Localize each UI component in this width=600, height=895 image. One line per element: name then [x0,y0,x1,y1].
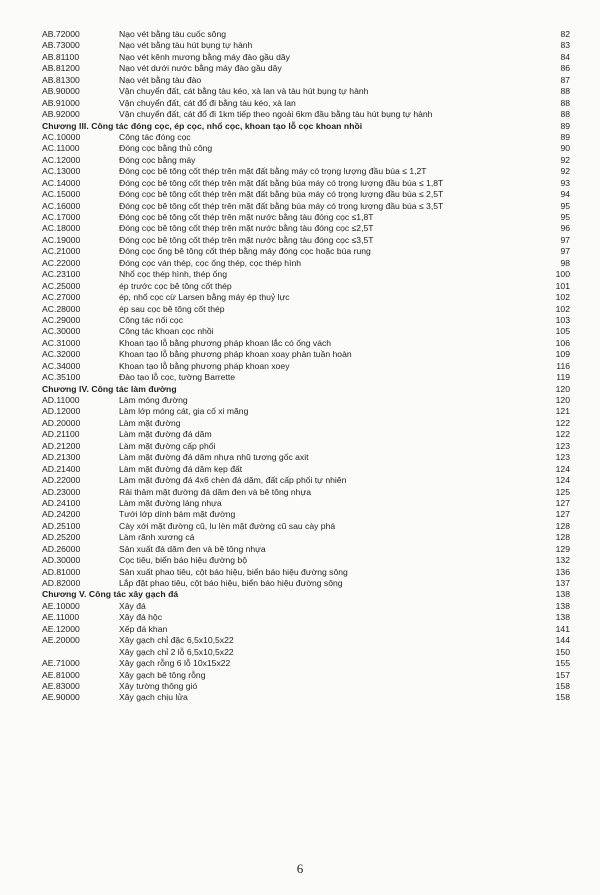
page-ref: 122 [555,417,570,428]
norm-code: AC.11000 [42,143,80,154]
entry-title: Xây gạch rỗng 6 lỗ 10x15x22 [119,658,231,669]
norm-code: AB.81100 [42,51,80,62]
entry-title: Cày xới mặt đường cũ, lu lèn mặt đường cũ sau cày phá [119,520,336,531]
entry-title: Làm mặt đường đá 4x6 chèn đá dăm, đất cấp phối tự nhiên [119,475,347,486]
entry-title: Xây đá hộc [119,612,162,623]
norm-code: AC.14000 [42,177,81,188]
entry-title: Đóng cọc bê tông cốt thép trên mặt nước bằng tàu đóng cọc ≤3,5T [119,234,374,245]
entry-title: Đóng cọc bê tông cốt thép trên mặt đất bằng búa máy có trọng lượng đầu búa ≤ 3,5T [119,200,444,211]
entry-title: Xếp đá khan [119,623,168,634]
entry-title: Rải thảm mặt đường đá dăm đen và bê tông nhựa [119,486,311,497]
norm-code: AC.19000 [42,234,81,245]
entry-title: Làm mặt đường cấp phối [119,440,216,451]
toc-row [42,452,570,463]
entry-title: ép trước cọc bê tông cốt thép [119,280,232,291]
entry-title: Đóng cọc bê tông cốt thép trên mặt đất bằng búa máy có trọng lượng đầu búa ≤ 2,5T [119,189,444,200]
norm-code: AD.11000 [42,395,80,405]
toc-row [42,109,570,120]
norm-code: AE.11000 [42,612,80,623]
page-ref: 136 [555,566,570,577]
norm-code: AD.23000 [42,486,81,497]
entry-title: Khoan tạo lỗ bằng phương pháp khoan xoey [119,360,290,371]
entry-title: Đóng cọc ván thép, cọc ống thép, cọc thép hình [119,257,302,268]
page-ref: 122 [555,429,570,440]
page-ref: 101 [555,280,570,291]
page-ref: 127 [555,497,570,508]
page-ref: 124 [555,463,570,474]
toc-row [42,315,570,326]
page-ref: 88 [560,86,570,97]
entry-title: Công tác đóng cọc [119,131,191,142]
page-ref: 102 [555,292,570,303]
norm-code: AC.30000 [42,326,81,337]
page-ref: 158 [555,680,570,691]
page-ref: 97 [560,246,570,257]
toc-row [42,143,570,154]
toc-row [42,29,570,40]
page-ref: 157 [555,669,570,680]
entry-title: Đào tạo lỗ cọc, tường Barrette [119,372,236,383]
norm-code: AC.27000 [42,292,81,303]
entry-title: Khoan tạo lỗ bằng phương pháp khoan lắc có ống vách [119,337,332,348]
page-ref: 102 [555,303,570,314]
norm-code: AD.21300 [42,452,81,463]
toc-row [42,212,570,223]
entry-title: Nạo vét dưới nước bằng máy đào gầu dây [119,63,282,74]
toc-row [42,86,570,97]
toc-row [42,647,570,658]
toc-row [42,441,570,452]
toc-row [42,246,570,257]
page-ref: 88 [560,109,570,120]
toc-row [42,304,570,315]
toc-row [42,235,570,246]
page-ref: 116 [556,360,570,371]
norm-code: AC.22000 [42,257,81,268]
toc-row [42,487,570,498]
norm-code: AC.17000 [42,212,81,222]
norm-code: AE.10000 [42,600,80,611]
entry-title: Làm mặt đường [119,417,181,428]
norm-code: AC.13000 [42,166,81,177]
page-ref: 121 [555,406,570,417]
entry-title: Làm mặt đường đá dăm kẹp đất [119,463,243,474]
page-ref: 103 [555,314,570,325]
norm-code: AC.15000 [42,189,81,200]
entry-title: Đóng cọc ống bê tông cốt thép bằng máy đóng cọc hoặc búa rung [119,246,371,257]
toc-row [42,189,570,200]
entry-title: Nạo vét bằng tàu hút bụng tự hành [119,40,253,51]
entry-title: Xây gạch bê tông rỗng [119,669,206,680]
page-ref: 109 [555,349,570,360]
page-ref: 158 [555,692,570,703]
toc-row [42,395,570,406]
page-ref: 92 [560,154,570,165]
norm-code: AD.22000 [42,475,81,486]
norm-code: AD.82000 [42,578,81,588]
toc-row [42,201,570,212]
entry-title: Làm mặt đường đá dăm [119,429,212,440]
page-ref: 128 [555,532,570,543]
toc-row [42,63,570,74]
chapter-heading-row [42,384,570,395]
norm-code: AE.12000 [42,623,80,634]
toc-row [42,372,570,383]
norm-code: AD.30000 [42,555,81,566]
norm-code: AC.34000 [42,360,81,371]
entry-title: Công tác khoan cọc nhồi [119,326,214,337]
page-ref: 83 [560,40,570,51]
toc-row [42,292,570,303]
toc-row [42,532,570,543]
entry-title: Nhổ cọc thép hình, thép ống [119,269,227,280]
toc-row [42,498,570,509]
entry-title: Làm rãnh xương cá [119,532,195,543]
entry-title: Làm móng đường [119,395,188,405]
toc-row [42,338,570,349]
entry-title: Xây gạch chỉ 2 lỗ 6,5x10,5x22 [119,646,234,657]
page-ref: 100 [555,269,570,280]
chapter-heading: Chương III. Công tác đóng cọc, ép cọc, nhổ cọc, khoan tạo lỗ cọc khoan nhồi [42,120,363,131]
page-ref: 132 [555,555,570,566]
entry-title: Xây tường thông gió [119,680,198,691]
entry-title: Nạo vét bằng tàu cuốc sông [119,29,227,39]
page-ref: 119 [556,372,570,383]
page-ref: 90 [560,143,570,154]
toc-row [42,178,570,189]
page-ref: 120 [555,383,570,394]
chapter-heading-row [42,589,570,600]
entry-title: Đóng cọc bê tông cốt thép trên mặt đất bằng máy có trọng lượng đầu búa ≤ 1,2T [119,166,427,177]
norm-code: AD.21400 [42,463,81,474]
toc-row [42,132,570,143]
norm-code: AC.16000 [42,200,81,211]
page-ref: 86 [560,63,570,74]
page-number: 6 [296,861,304,876]
toc-row [42,624,570,635]
entry-title: Lắp đặt phao tiêu, cột báo hiệu, biển báo hiệu đường sông [119,578,343,588]
page-ref: 138 [555,612,570,623]
toc-row [42,281,570,292]
page-ref: 105 [555,326,570,337]
entry-title: Vận chuyển đất, cát đổ đi 1km tiếp theo ngoài 6km đầu bằng tàu hút bụng tự hành [119,109,433,120]
norm-code: AD.25100 [42,520,81,531]
page-ref: 137 [555,578,570,588]
page-ref: 141 [555,623,570,634]
entry-title: Sản xuất đá dăm đen và bê tông nhựa [119,543,266,554]
norm-code: AD.21100 [42,429,80,440]
page-ref: 125 [555,486,570,497]
page-ref: 87 [560,74,570,85]
entry-title: ép, nhổ cọc cừ Larsen bằng máy ép thuỷ lực [119,292,290,303]
toc-row [42,361,570,372]
norm-code: AD.81000 [42,566,81,577]
page-ref: 124 [555,475,570,486]
entry-title: Công tác nối cọc [119,314,184,325]
entry-title: Xây đá [119,600,146,611]
page-ref: 155 [555,658,570,669]
toc-row [42,406,570,417]
page-ref: 95 [560,212,570,222]
entry-title: Đóng cọc bằng thủ công [119,143,213,154]
toc-row [42,258,570,269]
entry-title: Làm mặt đường đá dăm nhựa nhũ tương gốc axit [119,452,309,463]
toc-row [42,52,570,63]
norm-code: AC.28000 [42,303,81,314]
page-ref: 82 [560,29,570,39]
entry-title: Đóng cọc bê tông cốt thép trên mặt đất bằng búa máy có trọng lượng đầu búa ≤ 1,8T [119,177,444,188]
toc-row [42,98,570,109]
norm-code: AB.92000 [42,109,80,120]
entry-title: Làm mặt đường láng nhựa [119,497,222,508]
toc-row [42,670,570,681]
toc-row [42,567,570,578]
norm-code: AC.32000 [42,349,81,360]
entry-title: Làm lớp móng cát, gia cố xi măng [119,406,249,417]
toc-row [42,40,570,51]
toc-row [42,692,570,703]
norm-code: AB.91000 [42,97,80,108]
norm-code: AE.83000 [42,680,80,691]
toc-row [42,464,570,475]
toc-row [42,635,570,646]
entry-title: Khoan tạo lỗ bằng phương pháp khoan xoay phản tuần hoàn [119,349,352,360]
toc-row [42,658,570,669]
entry-title: Xây gạch chỉ đặc 6,5x10,5x22 [119,635,234,646]
page-ref: 106 [555,337,570,348]
norm-code: AC.29000 [42,314,81,325]
page-ref: 89 [560,120,570,131]
toc-row [42,429,570,440]
norm-code: AC.18000 [42,223,81,234]
norm-code: AD.25200 [42,532,81,543]
entry-title: Sản xuất phao tiêu, cột báo hiệu, biển báo hiệu đường sông [119,566,348,577]
chapter-heading: Chương V. Công tác xây gạch đá [42,589,179,600]
page-ref: 88 [560,97,570,108]
norm-code: AB.81200 [42,63,80,74]
toc-row [42,269,570,280]
norm-code: AD.21200 [42,440,81,451]
entry-title: Tưới lớp dính bám mặt đường [119,509,236,520]
page-ref: 96 [560,223,570,234]
page-ref: 138 [555,600,570,611]
toc-row [42,555,570,566]
table-of-contents [42,29,570,704]
page-ref: 92 [560,166,570,177]
entry-title: Đóng cọc bê tông cốt thép trên mặt nước bằng tàu đóng cọc ≤2,5T [119,223,374,234]
entry-title: Đóng cọc bê tông cốt thép trên mặt nước bằng tàu đóng cọc ≤1,8T [119,212,374,222]
toc-row [42,681,570,692]
entry-title: Xây gạch chịu lửa [119,692,188,703]
page-ref: 144 [555,635,570,646]
toc-row [42,349,570,360]
norm-code: AC.23100 [42,269,81,280]
toc-row [42,601,570,612]
page-ref: 97 [560,234,570,245]
page-ref: 127 [555,509,570,520]
page-ref: 98 [560,257,570,268]
norm-code: AC.35100 [42,372,81,383]
norm-code: AC.10000 [42,131,81,142]
entry-title: Cọc tiêu, biển báo hiệu đường bộ [119,555,247,566]
norm-code: AE.71000 [42,658,80,669]
norm-code: AE.20000 [42,635,80,646]
entry-title: Nạo vét bằng tàu đào [119,74,202,85]
chapter-heading-row [42,121,570,132]
norm-code: AB.81300 [42,74,80,85]
norm-code: AD.26000 [42,543,81,554]
page-ref: 129 [555,543,570,554]
page-ref: 123 [555,452,570,463]
toc-row [42,544,570,555]
norm-code: AE.90000 [42,692,80,703]
entry-title: Đóng cọc bằng máy [119,154,196,165]
norm-code: AD.24100 [42,497,81,508]
norm-code: AD.20000 [42,417,81,428]
page-ref: 93 [560,177,570,188]
toc-row [42,326,570,337]
toc-row [42,75,570,86]
toc-row [42,166,570,177]
page-ref: 128 [555,520,570,531]
norm-code: AC.12000 [42,154,81,165]
norm-code: AB.90000 [42,86,80,97]
entry-title: ép sau cọc bê tông cốt thép [119,303,225,314]
norm-code: AB.73000 [42,40,80,51]
page-ref: 84 [560,51,570,62]
page-ref: 89 [560,131,570,142]
norm-code: AC.25000 [42,280,81,291]
page-ref: 150 [555,646,570,657]
entry-title: Vận chuyển đất, cát đổ đi bằng tàu kéo, xà lan [119,97,296,108]
norm-code: AE.81000 [42,669,80,680]
norm-code: AC.31000 [42,337,81,348]
toc-row [42,509,570,520]
entry-title: Vận chuyển đất, cát bằng tàu kéo, xà lan và tàu hút bụng tự hành [119,86,369,97]
entry-title: Nạo vét kênh mương bằng máy đào gầu dây [119,51,290,62]
toc-row [42,155,570,166]
norm-code: AB.72000 [42,29,80,39]
toc-row [42,578,570,589]
toc-row [42,223,570,234]
norm-code: AD.24200 [42,509,81,520]
page-ref: 120 [555,395,570,405]
page-ref: 138 [555,589,570,600]
toc-row [42,418,570,429]
page-ref: 95 [560,200,570,211]
toc-row [42,612,570,623]
page-ref: 94 [560,189,570,200]
norm-code: AD.12000 [42,406,81,417]
toc-row [42,521,570,532]
norm-code: AC.21000 [42,246,81,257]
page-ref: 123 [555,440,570,451]
chapter-heading: Chương IV. Công tác làm đường [42,383,177,394]
toc-row [42,475,570,486]
